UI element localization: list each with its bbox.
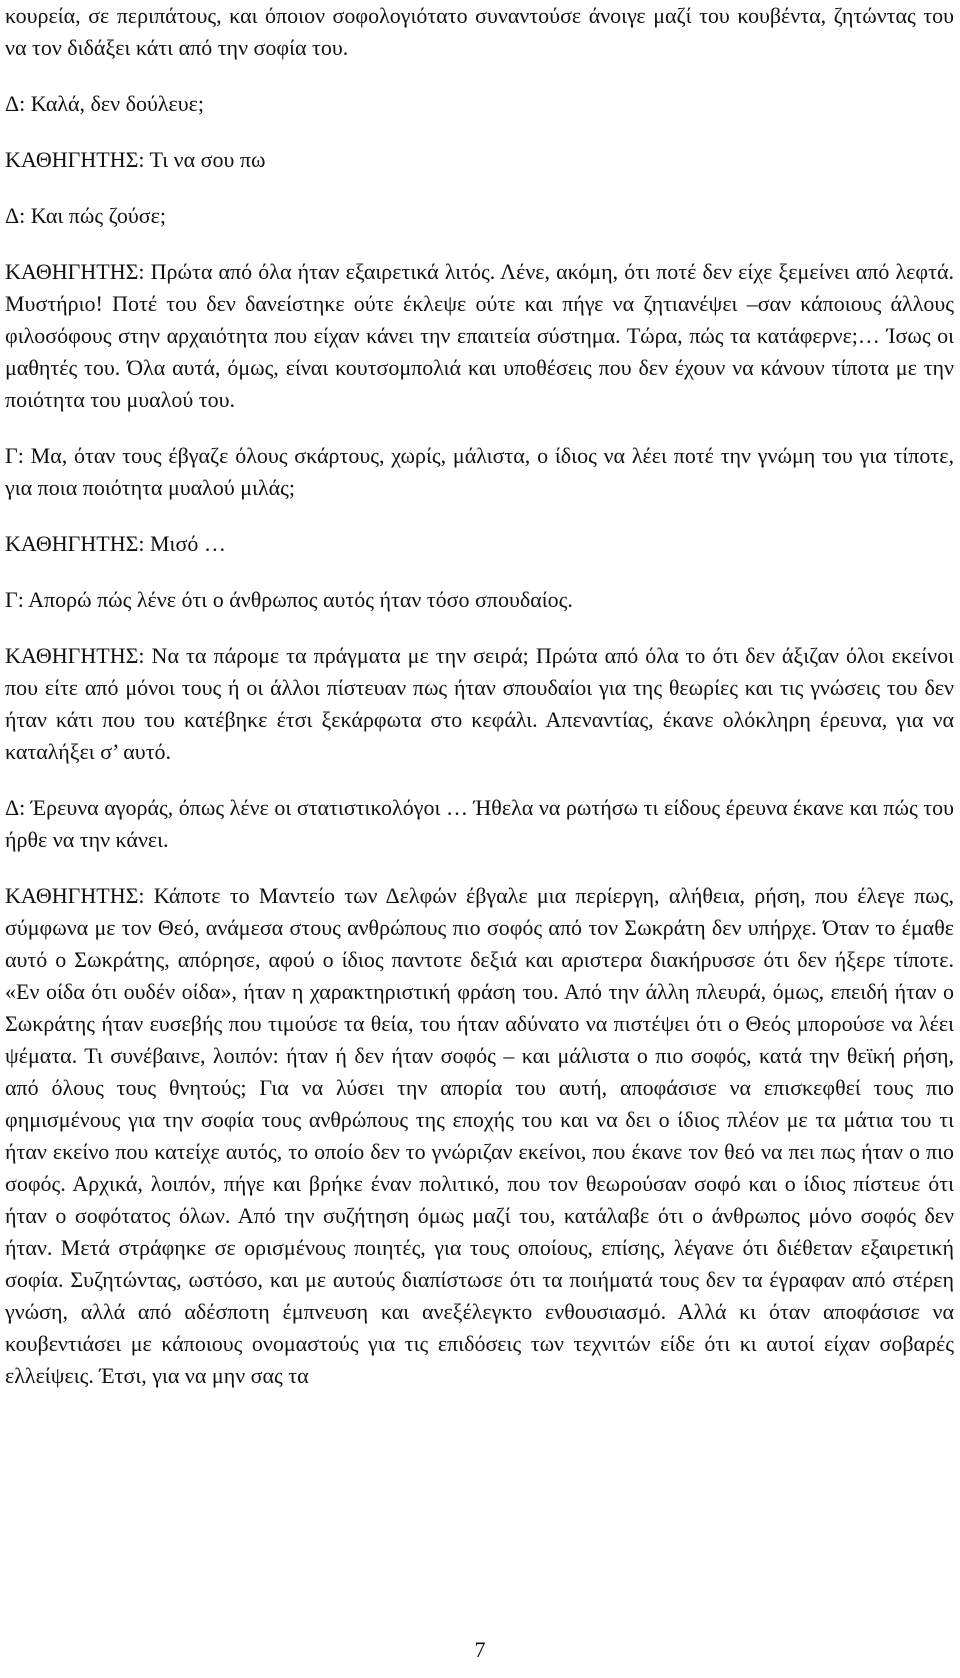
paragraph-professor-order: ΚΑΘΗΓΗΤΗΣ: Να τα πάρομε τα πράγματα με την σειρά; Πρώτα από όλα το ότι δεν άξιζαν όλοι εκείνοι που είτε από μόνοι τους ή οι άλλοι πίστευαν πως ήταν σπουδαίοι για της θεωρίες και τις γνώσεις του δεν ήταν κάτι που του κατέβηκε έτσι ξεκάρφωτα στο κεφάλι. Απεναντίας, έκανε ολόκληρη έρευνα, για να καταλήξει σ’ αυτό. (5, 643, 954, 764)
paragraph-gap (5, 416, 954, 440)
paragraph-professor-half: ΚΑΘΗΓΗΤΗΣ: Μισό … (5, 531, 226, 556)
paragraph-gap (5, 560, 954, 584)
paragraph-gap (5, 64, 954, 88)
paragraph-professor-reply-1: ΚΑΘΗΓΗΤΗΣ: Τι να σου πω (5, 147, 266, 172)
paragraph-gap (5, 856, 954, 880)
paragraph-d-question-living: Δ: Και πώς ζούσε; (5, 203, 166, 228)
paragraph-professor-delphi: ΚΑΘΗΓΗΤΗΣ: Κάποτε το Μαντείο των Δελφών έβγαλε μια περίεργη, αλήθεια, ρήση, που έλεγε πως, σύμφωνα με τον Θεό, ανάμεσα στους ανθρώπους πιο σοφός από τον Σωκράτη δεν υπήρχε. Όταν το έμαθε αυτό ο Σωκράτης, απόρησε, αφού ο ίδιος παντοτε δεξιά και αριστερα διακήρυσσε ότι δεν ήξερε τίποτε. «Εν οίδα ότι ουδέν οίδα», ήταν η χαρακτηριστική φράση του. Από την άλλη πλευρά, όμως, επειδή ήταν ο Σωκράτης ήταν ευσεβής που τιμούσε τα θεία, του ήταν αδύνατο να πιστέψει ότι ο Θεός μπορούσε να λέει ψέματα. Τι συνέβαινε, λοιπόν: ήταν ή δεν ήταν σοφός – και μάλιστα ο πιο σοφός, κατά την θεϊκή ρήση, από όλους τους θνητούς; Για να λύσει την απορία του αυτή, αποφάσισε να επισκεφθεί τους πιο φημισμένους για την σοφία τους ανθρώπους της εποχής του και να δει ο ίδιος πλέον με τα μάτια του τι ήταν εκείνο που κατείχε αυτός, το οποίο δεν το γνώριζαν εκείνοι, που έκανε τον θεό να πει πως ήταν ο πιο σοφός. Αρχικά, λοιπόν, πήγε και βρήκε έναν πολιτικό, που τον θεωρούσαν σοφό και ο ίδιος πίστευε ότι ήταν ο σοφότατος όλων. Από την συζήτηση όμως μαζί του, κατάλαβε ότι ο άνθρωπος μόνο σοφός δεν ήταν. Μετά στράφηκε σε ορισμένους ποιητές, για τους οποίους, επίσης, λέγανε ότι διέθεταν εξαιρετική σοφία. Συζητώντας, ωστόσο, και με αυτούς διαπίστωσε ότι τα ποιήματά τους δεν τα έγραφαν από στέρεη γνώση, αλλά από αδέσποτη έμπνευση και ανεξέλεγκτο ενθουσιασμό. Αλλά κι όταν αποφάσισε να κουβεντιάσει με κάποιους ονομαστούς για τις επιδόσεις των τεχνιτών είδε ότι κι αυτοί είχαν σοβαρές ελλείψεις. Έτσι, για να μην σας τα (5, 883, 954, 1388)
paragraph-gap (5, 120, 954, 144)
document-page (5, 0, 954, 1392)
paragraph-d-market-research: Δ: Έρευνα αγοράς, όπως λένε οι στατιστικολόγοι … Ήθελα να ρωτήσω τι είδους έρευνα έκανε και πώς του ήρθε να την κάνει. (5, 795, 954, 852)
paragraph-gap (5, 616, 954, 640)
paragraph-intro-continuation: κουρεία, σε περιπάτους, και όποιον σοφολογιότατο συναντούσε άνοιγε μαζί του κουβέντα, ζητώντας του να τον διδάξει κάτι από την σοφία του. (5, 3, 954, 60)
paragraph-gap (5, 768, 954, 792)
paragraph-professor-frugal: ΚΑΘΗΓΗΤΗΣ: Πρώτα από όλα ήταν εξαιρετικά λιτός. Λένε, ακόμη, ότι ποτέ δεν είχε ξεμείνει από λεφτά. Μυστήριο! Ποτέ του δεν δανείστηκε ούτε έκλεψε ούτε και πήγε να ζητιανέψει –σαν κάποιους άλλους φιλοσόφους στην αρχαιότητα που είχαν κάνει την επαιτεία σύστημα. Τώρα, πώς τα κατάφερνε;… Ίσως οι μαθητές του. Όλα αυτά, όμως, είναι κουτσομπολιά και υποθέσεις που δεν έχουν να κάνουν τίποτα με την ποιότητα του μυαλού του. (5, 259, 954, 412)
paragraph-g-wonder: Γ: Απορώ πώς λένε ότι ο άνθρωπος αυτός ήταν τόσο σπουδαίος. (5, 587, 573, 612)
paragraph-gap (5, 232, 954, 256)
paragraph-d-question-work: Δ: Καλά, δεν δούλευε; (5, 91, 205, 116)
page-number: 7 (474, 1637, 486, 1662)
paragraph-gap (5, 504, 954, 528)
paragraph-gap (5, 176, 954, 200)
paragraph-g-question-quality: Γ: Μα, όταν τους έβγαζε όλους σκάρτους, χωρίς, μάλιστα, ο ίδιος να λέει ποτέ την γνώμη του για τίποτε, για ποια ποιότητα μυαλού μιλάς; (5, 443, 954, 500)
